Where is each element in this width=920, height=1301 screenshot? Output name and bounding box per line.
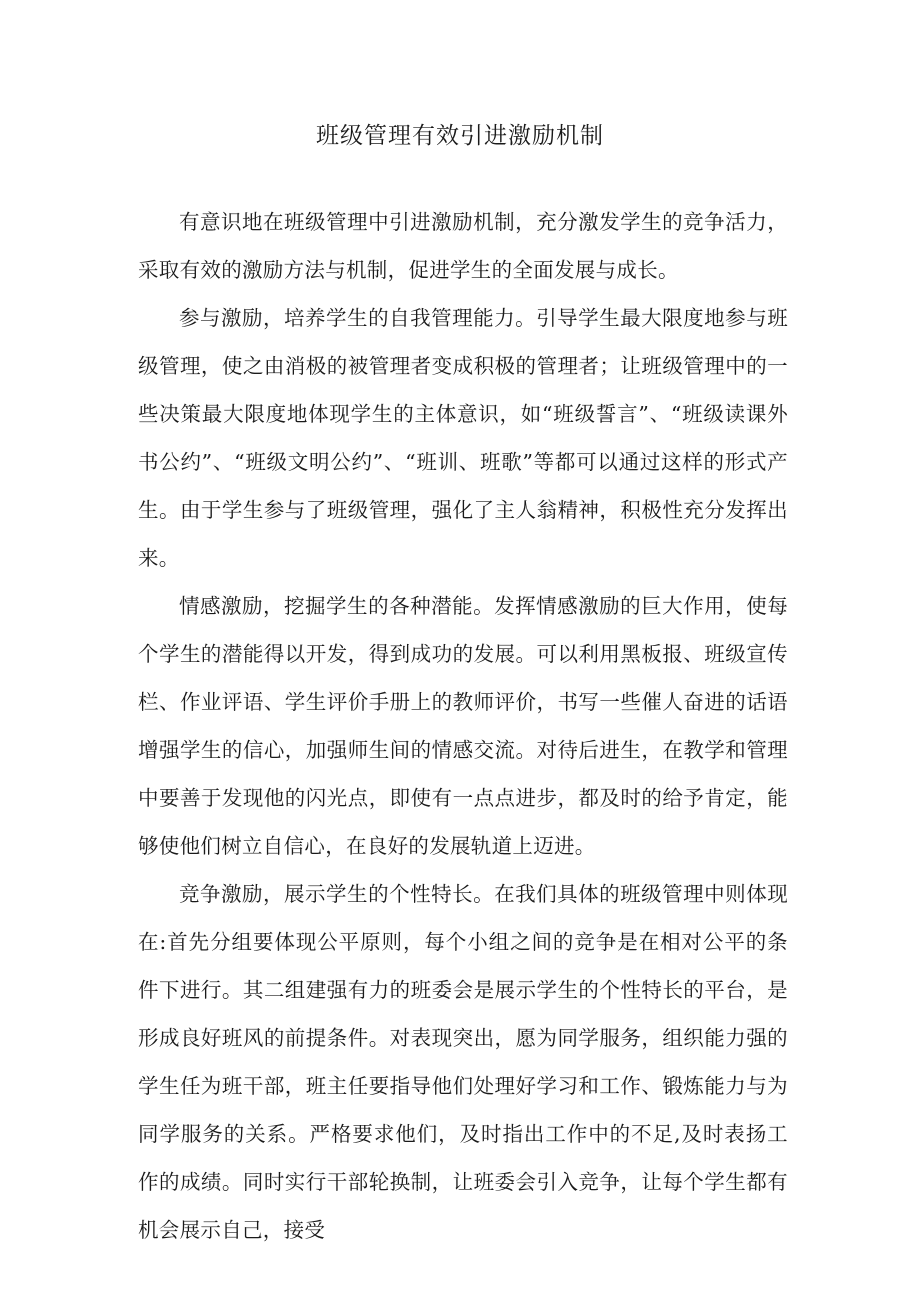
document-title: 班级管理有效引进激励机制 [316, 123, 604, 149]
paragraph-competition-incentive: 竞争激励，展示学生的个性特长。在我们具体的班级管理中则体现在:首先分组要体现公平原则，每个小组之间的竞争是在相对公平的条件下进行。其二组建强有力的班委会是展示学生的个性特长的平台，是形成良好班风的前提条件。对表现突出，愿为同学服务，组织能力强的学生任为班干部，班主任要指导他们处理好学习和工作、锻炼能力与为同学服务的关系。严格要求他们，及时指出工作中的不足,及时表扬工作的成绩。同时实行干部轮换制，让班委会引入竞争，让每个学生都有机会展示自己，接受 [138, 882, 788, 1242]
paragraph-intro: 有意识地在班级管理中引进激励机制，充分激发学生的竞争活力，采取有效的激励方法与机制，促进学生的全面发展与成长。 [138, 210, 788, 282]
document-body [138, 198, 788, 1254]
paragraph-participation-incentive: 参与激励，培养学生的自我管理能力。引导学生最大限度地参与班级管理，使之由消极的被管理者变成积极的管理者；让班级管理中的一些决策最大限度地体现学生的主体意识，如“班级誓言”、“班级读课外书公约”、“班级文明公约”、“班训、班歌”等都可以通过这样的形式产生。由于学生参与了班级管理，强化了主人翁精神，积极性充分发挥出来。 [138, 306, 788, 570]
paragraph-emotional-incentive: 情感激励，挖掘学生的各种潜能。发挥情感激励的巨大作用，使每个学生的潜能得以开发，得到成功的发展。可以利用黑板报、班级宣传栏、作业评语、学生评价手册上的教师评价，书写一些催人奋进的话语增强学生的信心，加强师生间的情感交流。对待后进生，在教学和管理中要善于发现他的闪光点，即使有一点点进步，都及时的给予肯定，能够使他们树立自信心，在良好的发展轨道上迈进。 [138, 594, 788, 858]
